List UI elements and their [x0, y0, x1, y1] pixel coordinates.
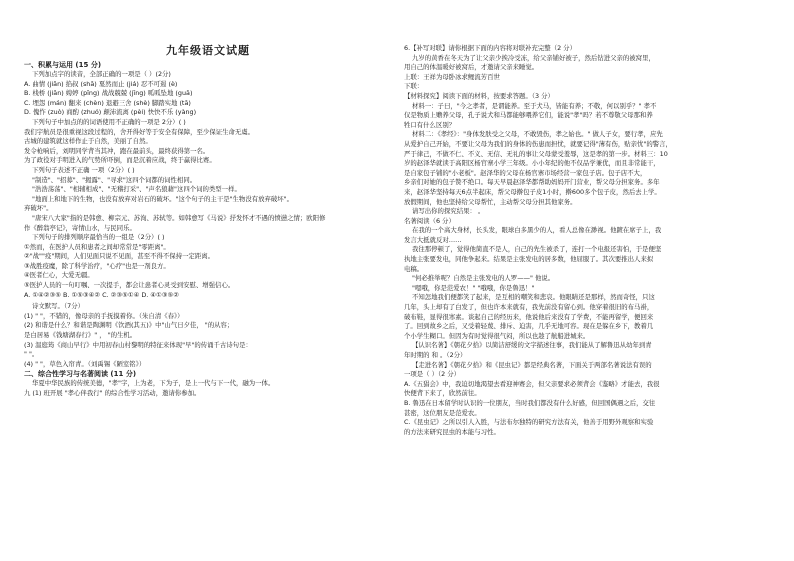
- q4-sentence-2: ②"战""疫"期间，人们见面只说不见面，甚至不得不保持一定距离。: [24, 252, 215, 261]
- q7-material-2-l3: 严于律己，不做不仁、不义、无信、无礼的事让父母蒙受羞辱，这是孝的第一步。材料三：10: [404, 149, 668, 158]
- q10-heading: 【走进名著】《朝花夕拾》和《昆虫记》都是经典名著，下面关于两部名著说法有误的: [412, 360, 652, 369]
- q6-intro: 华夏中华民族的传统美德，"孝"字，上为老，下为子，是上一代与下一代，融为一体。: [32, 379, 275, 388]
- q2-option-b: 古城的建筑就这样作止于自然，美丽了自然。: [24, 137, 152, 146]
- q2-option-c: 发令枪响后，刘明同学背当其冲，跑在最前头，最终获得第一名。: [24, 146, 210, 155]
- q10-option-c: C.《昆虫记》之所以引人入胜，与法布尔独特的研究方法有关，他善于用野外观察和实验: [404, 418, 654, 427]
- q7-material-3-l4: 来，赵泽华坚持每天6点半起床，帮父母擀包子皮1小时，擀600多个包子皮，然后去上学。: [404, 187, 661, 196]
- q5-item-2-cont: 是白居易《钱塘湖春行》" ， "的生机。: [24, 331, 137, 340]
- q3-option-d-cont: 作《醉翁亭记》，寄情山水，与民同乐。: [24, 223, 136, 232]
- q7-material-2: 材料二：《孝经》："身体发肤受之父母，不敢毁伤，孝之始也。" 做人子女，要行孝，应先: [412, 130, 663, 139]
- q2-stem: 下列句子中加点的的词语使用不正确的一项是 2分）( ): [32, 117, 186, 126]
- q2-option-a: 我们宇航员是很重视这段过程的，舍开得好等于安全有保障，至少保证生命无虞。: [24, 127, 255, 136]
- q10-cont: 一项是（ ）（2 分）: [404, 370, 461, 379]
- page-title: 九年级语文试题: [166, 44, 250, 57]
- q1-option-d: D. 傀怍 (zuò) 商酌 (zhuó) 颠沛流离 (pèi) 快快不乐 (yàng): [24, 108, 197, 117]
- q5-item-1: (1) " "，不错的，像母亲的手抚摸着你。（朱自清《春》）: [24, 311, 184, 320]
- q8-passage-8: 不知怎地我们便都笑了起来，是互相的嘲笑和悲哀。他眼睛还是那样，然而奇怪，只这: [412, 293, 655, 302]
- q3-option-b: "浩浩荡荡"、"相辅相成"、"无稽打采"、"声名狼藉"这四个词的类型一样。: [32, 185, 241, 194]
- q10-option-c-cont: 的方法来研究昆虫的本能与习性。: [404, 427, 500, 436]
- q8-passage-5: 电稿。: [404, 264, 424, 273]
- q4-stem: 下列句子的排列顺序最恰当的一组是（2分）( ): [32, 233, 165, 242]
- q8-passage-10: 破布鞋，显得很寒素。谈起自己的经历来，他说他后来没有了学费，不能再留学，便回来: [404, 312, 654, 321]
- q8-passage-4: 执地主张要发电，同他争起来。结果是主张发电的居多数，他屈服了。其次要推出人来拟: [404, 255, 654, 264]
- q10-option-b-cont: 甚密，这位朋友是范爱农。: [404, 408, 481, 417]
- q3-stem: 下列句子表述不正确 一项（2分）( ): [32, 165, 135, 174]
- q6-couplet-heading: 6.【补写对联】请你根据下面的内容将对联补充完整（2 分）: [404, 44, 576, 52]
- q8-passage-1: 在我的一个高大身材，长头发，眼球白多黑少的人，看人总像在渺视。他踱在席子上，我: [412, 226, 662, 235]
- q1-stem: 下列加点字的读音，全部正确的一项是（ ）(2分): [32, 70, 171, 78]
- q3-option-c-cont: 弃破坏"。: [24, 204, 53, 213]
- q2-option-d: 为了政役对手明进入的气势所吓倒，而是沉着应战，终于赢得比赛。: [24, 156, 216, 165]
- q6-passage: 九岁的黄香在冬天为了让父亲少挨冷受冻，给父亲铺好被子，然后钻进父亲的被窝里，: [412, 53, 655, 62]
- left-column: [24, 0, 392, 399]
- q10-option-a-cont: 快便背下来了，欣然前往。: [404, 389, 481, 398]
- q1-option-c: C. 埋怨 (mán) 翻来 (chèn) 退避三舍 (shè) 脚踏实地 (tā): [24, 98, 191, 107]
- q6-upper-line: 上联：王祥为母卧冰求鲤流芳百世: [404, 72, 500, 81]
- q9-cont: 年时期的 和 。（2分）: [404, 351, 467, 359]
- q6-lower-line: 下联：: [404, 82, 424, 91]
- q5-item-3: (3) 温庭筠《商山早行》中用初春山村黎明的特征来体现"早"的传诵千古诗句是：: [24, 340, 252, 349]
- q4-sentence-3: ③战胜疫魔，除了科学治疗，"心疗"也是一剂良方。: [24, 261, 170, 270]
- q8-passage-7: "嗯哦，你是范爱农！" "哦哦，你是鲁迅！": [412, 283, 535, 292]
- q9-heading: 【认识名著】《朝花夕拾》以简洁舒缓的文字描述往事，我们能从了解鲁迅从幼年到青: [412, 341, 652, 350]
- section-2-heading: 二、综合性学习与名著阅读 (11 分): [24, 370, 137, 379]
- q7-material-1: 材料一：子曰，"今之孝者，是谓能养。至于犬马，皆能有养；不敬，何以别乎？" 孝不: [412, 101, 657, 110]
- q8-heading: 名著阅读（6 分）: [404, 216, 455, 225]
- q7-material-2-l2: 从爱护自己开始，不要让父母为我们的身体的伤患而担忧，就要记得"薄有伤，贴亲忧"的警言，: [404, 139, 672, 148]
- q3-option-d: "唐宋八大家"指的是韩愈、柳宗元、苏洵、苏轼等。如韩愈写《马说》抒发怀才不遇的愤懑之情；欧阳修: [32, 213, 326, 222]
- q7-material-1-cont: 仅是物质上赡养父母，孔子说犬和马都能够喂养它们，能说"孝"吗？若不尊敬父母那和养: [404, 111, 653, 120]
- q10-option-a: A.《五猖会》中，我迫切地渴望去看迎神赛会，但父亲要求必须背会《鉴略》才能去，我很: [404, 379, 660, 388]
- q4-sentence-4: ④医者仁心，大爱无疆。: [24, 271, 94, 280]
- q4-sentence-5: ⑤医护人员的一句叮嘱、一次提手，都会让患者心灵受到安慰、增强信心。: [24, 281, 235, 290]
- q7-heading: 【材料探究】阅读下面的材料，按要求答题。（3 分）: [404, 91, 554, 100]
- q8-passage-12: 个小学生糊口。但因为有时觉得很气闷，所以也趁了航船进城来。: [404, 331, 590, 340]
- q7-material-3-l1: 岁的赵泽华就读于高阳区杨官寨小学三年级。小小年纪的他不仅品学兼优，而且非常能干，: [404, 159, 660, 168]
- q1-option-a: A. 曲情 (jiān) 掐叔 (shā) 戛然而止 (jiá) 忍不可遏 (è): [24, 79, 178, 88]
- q8-passage-9: 几年，头上却有了白发了，但也许本来就有，我先前没有留心到。他穿着很旧的布马褂，: [404, 303, 654, 312]
- q6-intro-cont: 九 (1) 班开展 "孝心伴我行" 的综合性学习活动，邀请你参加。: [24, 389, 201, 397]
- section-1-heading: 一、积累与运用 (15 分): [24, 61, 102, 69]
- q7-material-1-cont2: 牲口有什么区别？: [404, 120, 456, 129]
- q8-passage-3: 我往那停顿了，觉得他简直不是人，自己的先生被杀了，连打一个电报还害怕，于是便坚: [412, 245, 662, 254]
- q4-sentence-1: ①然而，在医护人员和患者之间却常常是"零距离"。: [24, 242, 170, 251]
- q7-material-3-l3: 乡亲们对她的包子赞不绝口。每天早晨赵泽华都帮助妈妈开门营业，帮父母分担家务。多年: [404, 178, 660, 187]
- q5-item-2: (2) 和谐是什么？和谐是陶渊明《饮酒(其五)》中"山气日夕佳， "的从容；: [24, 321, 234, 330]
- q7-material-3-l5: 放假期间，他也坚持给父母帮忙，主动帮父母分担其他家务。: [404, 197, 577, 206]
- q1-option-b: B. 栈桥 (jiān) 娉婷 (pīng) 战战兢兢 (jīng) 呱呱坠地 (guā): [24, 89, 193, 98]
- q7-material-3-l2: 是自家包子铺的"小老板"。赵泽华的父母在杨官寨市场经营一家包子店。包子店不大，: [404, 168, 647, 177]
- q8-passage-11: 了。回到故乡之后，又受着轻蔑、排斥、迫害，几乎无地可容。现在是躲在乡下，教着几: [404, 322, 654, 331]
- q3-option-c: "地面上和地下的生物，也没有放弃对岩石的破坏。"这个句子的主干是"生物没有放弃破坏"。: [32, 194, 293, 203]
- q8-passage-6: "何必推举呢？自然是主张发电的人罗——" 他说。: [412, 274, 555, 283]
- q7-answer-prompt: 请写出你的探究结果： 。: [412, 207, 485, 216]
- right-column: [404, 0, 772, 437]
- q5-item-4: (4) " "，草色入帘青。（刘禹锡《陋室铭》）: [24, 359, 146, 368]
- q4-options: A. ①④②③⑤ B. ①⑤③④② C. ②③⑤①④ D. ④①③⑤②: [24, 290, 179, 299]
- q3-option-a: "制造"、"招募"、"揭露"、"寻求"这四个词都的词性相同。: [32, 175, 197, 184]
- q5-stem: 诗文默写。（7分）: [32, 302, 84, 311]
- q5-item-3-cont: " "。: [24, 350, 39, 359]
- q6-passage-cont: 用自己的体温暖好被窝后，才邀请父亲来睡觉。: [404, 63, 539, 72]
- q10-option-b: B. 鲁迅在日本留学时认识的一位朋友，当时我们都没有什么好感，但回国偶遇之后，交往: [404, 398, 656, 407]
- q8-passage-2: 发言大抵就反对……: [404, 235, 462, 244]
